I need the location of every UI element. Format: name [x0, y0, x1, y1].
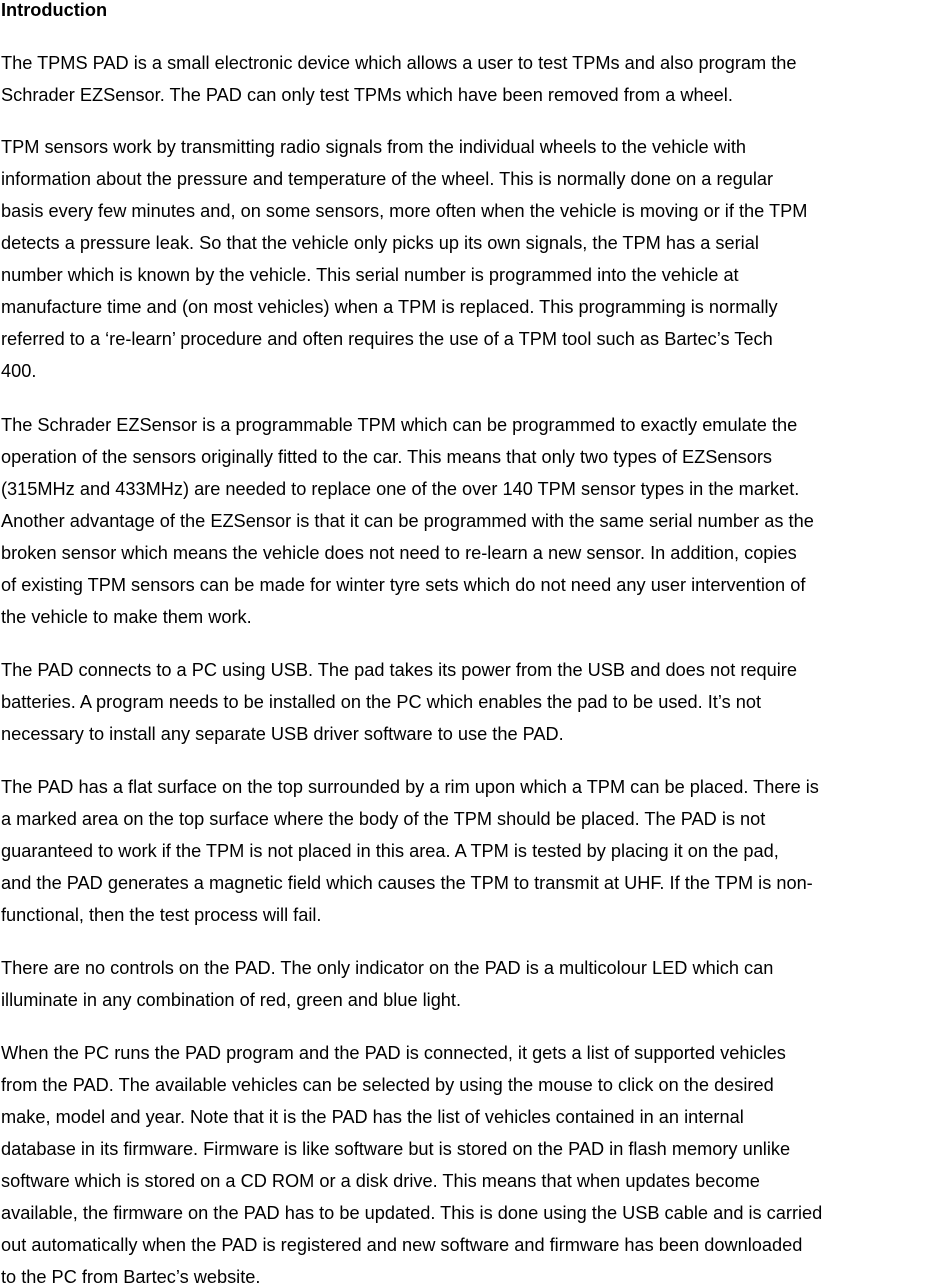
- paragraph-4-line-3: necessary to install any separate USB driver software to use the PAD.: [1, 724, 564, 744]
- section-heading: Introduction: [1, 0, 108, 20]
- paragraph-5-line-3: guaranteed to work if the TPM is not placed in this area. A TPM is tested by placing it on the pad,: [1, 841, 779, 861]
- paragraph-3-line-1: The Schrader EZSensor is a programmable TPM which can be programmed to exactly emulate the: [1, 415, 798, 435]
- paragraph-7-line-4: database in its firmware. Firmware is like software but is stored on the PAD in flash memory unlike: [1, 1139, 791, 1159]
- paragraph-2-line-7: referred to a ‘re-learn’ procedure and often requires the use of a TPM tool such as Bartec’s Tech: [1, 329, 773, 349]
- paragraph-5-line-5: functional, then the test process will fail.: [1, 905, 322, 925]
- paragraph-4-line-2: batteries. A program needs to be installed on the PC which enables the pad to be used. It’s not: [1, 692, 761, 712]
- paragraph-5-line-4: and the PAD generates a magnetic field which causes the TPM to transmit at UHF. If the TPM is non-: [1, 873, 813, 893]
- paragraph-7-line-2: from the PAD. The available vehicles can be selected by using the mouse to click on the desired: [1, 1075, 774, 1095]
- paragraph-1-line-1: The TPMS PAD is a small electronic device which allows a user to test TPMs and also program the: [1, 53, 797, 73]
- paragraph-2-line-5: number which is known by the vehicle. This serial number is programmed into the vehicle at: [1, 265, 739, 285]
- paragraph-2-line-8: 400.: [1, 361, 37, 381]
- paragraph-3-line-7: the vehicle to make them work.: [1, 607, 252, 627]
- paragraph-7-line-3: make, model and year. Note that it is the PAD has the list of vehicles contained in an internal: [1, 1107, 744, 1127]
- paragraph-3-line-5: broken sensor which means the vehicle does not need to re-learn a new sensor. In addition, copies: [1, 543, 797, 563]
- paragraph-3-line-2: operation of the sensors originally fitted to the car. This means that only two types of EZSensors: [1, 447, 773, 467]
- paragraph-6-line-1: There are no controls on the PAD. The only indicator on the PAD is a multicolour LED which can: [1, 958, 774, 978]
- paragraph-2-line-3: basis every few minutes and, on some sensors, more often when the vehicle is moving or if the TPM: [1, 201, 808, 221]
- paragraph-2-line-2: information about the pressure and temperature of the wheel. This is normally done on a regular: [1, 169, 774, 189]
- paragraph-3-line-4: Another advantage of the EZSensor is that it can be programmed with the same serial number as the: [1, 511, 814, 531]
- paragraph-3-line-6: of existing TPM sensors can be made for winter tyre sets which do not need any user intervention of: [1, 575, 806, 595]
- paragraph-5-line-2: a marked area on the top surface where the body of the TPM should be placed. The PAD is not: [1, 809, 766, 829]
- paragraph-7-line-7: out automatically when the PAD is registered and new software and firmware has been downloaded: [1, 1235, 803, 1255]
- paragraph-7-line-1: When the PC runs the PAD program and the PAD is connected, it gets a list of supported vehicles: [1, 1043, 786, 1063]
- paragraph-1-line-2: Schrader EZSensor. The PAD can only test TPMs which have been removed from a wheel.: [1, 85, 733, 105]
- paragraph-2-line-1: TPM sensors work by transmitting radio signals from the individual wheels to the vehicle with: [1, 137, 746, 157]
- paragraph-7-line-8: to the PC from Bartec’s website.: [1, 1267, 261, 1287]
- paragraph-4-line-1: The PAD connects to a PC using USB. The pad takes its power from the USB and does not require: [1, 660, 797, 680]
- paragraph-2-line-6: manufacture time and (on most vehicles) when a TPM is replaced. This programming is normally: [1, 297, 778, 317]
- paragraph-5-line-1: The PAD has a flat surface on the top surrounded by a rim upon which a TPM can be placed. There is: [1, 777, 819, 797]
- paragraph-3-line-3: (315MHz and 433MHz) are needed to replace one of the over 140 TPM sensor types in the market.: [1, 479, 800, 499]
- paragraph-6-line-2: illuminate in any combination of red, green and blue light.: [1, 990, 462, 1010]
- paragraph-7-line-5: software which is stored on a CD ROM or a disk drive. This means that when updates become: [1, 1171, 760, 1191]
- paragraph-7-line-6: available, the firmware on the PAD has to be updated. This is done using the USB cable and is carried: [1, 1203, 823, 1223]
- paragraph-2-line-4: detects a pressure leak. So that the vehicle only picks up its own signals, the TPM has a serial: [1, 233, 759, 253]
